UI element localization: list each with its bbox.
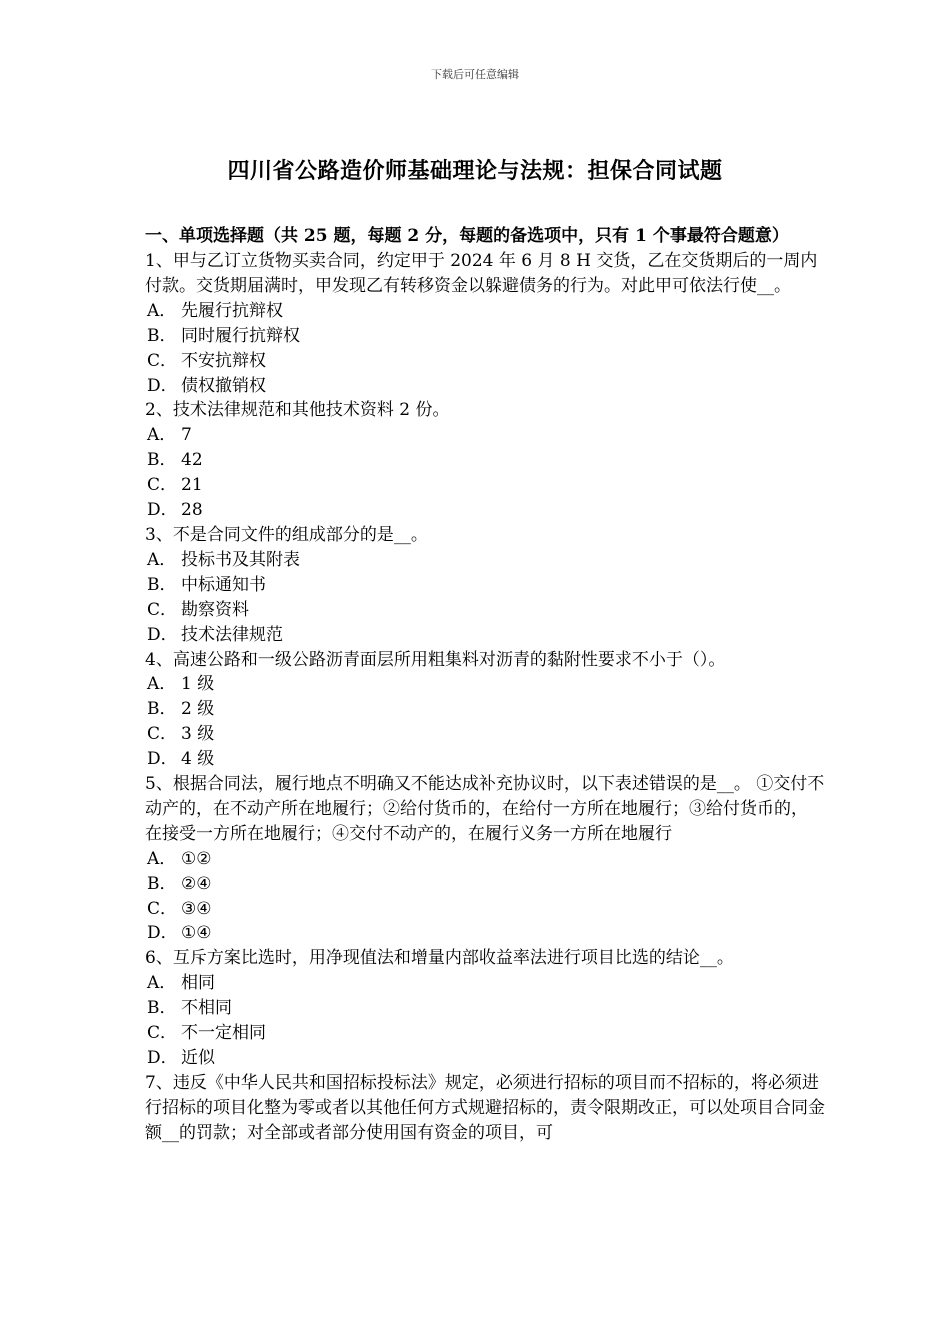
section-heading: 一、单项选择题（共 25 题，每题 2 分，每题的备选项中，只有 1 个事最符合题意） [145,226,789,246]
option-c [145,473,825,498]
option-d [145,921,825,946]
option-b [145,324,825,349]
option-text: 4 级 [181,749,215,770]
option-text: ③④ [181,898,212,919]
option-c [145,897,825,922]
option-letter: A． [147,425,177,446]
option-b [145,996,825,1021]
option-a [145,847,825,872]
option-text: 技术法律规范 [181,624,283,645]
option-a [145,548,825,573]
option-letter: D． [147,1048,178,1068]
option-letter: C． [147,475,178,496]
option-text: 近似 [181,1048,215,1068]
option-text: 42 [181,450,203,471]
option-b [145,872,825,897]
option-text: 相同 [181,973,215,994]
question-3 [145,523,825,648]
option-letter: A． [147,300,177,321]
option-a [145,971,825,996]
option-text: 勘察资料 [181,599,249,620]
option-letter: D． [147,500,178,521]
option-letter: B． [147,998,177,1019]
option-text: 7 [181,425,192,446]
option-c [145,349,825,374]
option-text: 2 级 [181,699,215,720]
option-text: 1 级 [181,674,215,695]
question-text: 3、不是合同文件的组成部分的是__。 [145,524,428,545]
question-7 [145,1071,825,1146]
option-letter: A． [147,848,177,869]
option-text: 债权撤销权 [181,375,266,396]
option-text: 不相同 [181,998,232,1019]
option-c [145,598,825,623]
document-title: 四川省公路造价师基础理论与法规：担保合同试题 [227,158,723,184]
option-d [145,623,825,648]
question-text: 4、高速公路和一级公路沥青面层所用粗集料对沥青的黏附性要求不小于（）。 [145,649,726,670]
option-text: ①② [181,848,212,869]
option-letter: B． [147,699,177,720]
option-d [145,1046,825,1071]
option-b [145,573,825,598]
option-d [145,498,825,523]
option-text: 28 [181,500,203,521]
option-b [145,697,825,722]
option-letter: B． [147,574,177,595]
option-text: 3 级 [181,724,215,745]
question-text: 1、甲与乙订立货物买卖合同，约定甲于 2024 年 6 月 8 H 交货，乙在交货期后的一周内付款。交货期届满时，甲发现乙有转移资金以躲避债务的行为。对此甲可依法行使__。 [145,251,818,296]
option-letter: C． [147,724,178,745]
question-text: 6、互斥方案比选时，用净现值法和增量内部收益率法进行项目比选的结论__。 [145,948,734,969]
option-letter: A． [147,549,177,570]
option-letter: B． [147,450,177,471]
question-text: 5、根据合同法，履行地点不明确又不能达成补充协议时，以下表述错误的是__。 ①交付不动产的，在不动产所在地履行；②给付货币的，在给付一方所在地履行；③给付货币的， 在接受一方所在地履行；④交付不动产的，在履行义务一方所在地履行 [145,774,825,844]
option-text: 投标书及其附表 [181,549,300,570]
option-text: 不一定相同 [181,1023,266,1044]
option-text: ②④ [181,873,212,894]
option-letter: A． [147,973,177,994]
option-c [145,722,825,747]
option-a [145,299,825,324]
question-2 [145,398,825,523]
option-text: 21 [181,475,203,496]
question-6 [145,946,825,1071]
header-note: 下载后可任意编辑 [431,68,519,81]
question-1 [145,249,825,398]
option-letter: B． [147,325,177,346]
option-letter: C． [147,898,178,919]
option-letter: D． [147,624,178,645]
option-letter: B． [147,873,177,894]
option-letter: D． [147,375,178,396]
option-text: 不安抗辩权 [181,350,266,371]
option-text: ①④ [181,923,212,944]
question-text: 2、技术法律规范和其他技术资料 2 份。 [145,400,450,421]
option-letter: A． [147,674,177,695]
option-letter: D． [147,923,178,944]
question-5 [145,772,825,946]
question-text: 7、违反《中华人民共和国招标投标法》规定，必须进行招标的项目而不招标的，将必须进行招标的项目化整为零或者以其他任何方式规避招标的，责令限期改正，可以处项目合同金额__的罚款；对全部或者部分使用国有资金的项目，可 [145,1072,825,1143]
document-body [145,224,825,1146]
option-letter: C． [147,599,178,620]
option-a [145,423,825,448]
option-text: 同时履行抗辩权 [181,325,300,346]
option-d [145,374,825,399]
option-c [145,1021,825,1046]
option-letter: D． [147,749,178,770]
option-text: 中标通知书 [181,574,266,595]
option-b [145,448,825,473]
question-4 [145,648,825,773]
option-d [145,747,825,772]
option-text: 先履行抗辩权 [181,300,283,321]
option-letter: C． [147,1023,178,1044]
option-a [145,672,825,697]
option-letter: C． [147,350,178,371]
